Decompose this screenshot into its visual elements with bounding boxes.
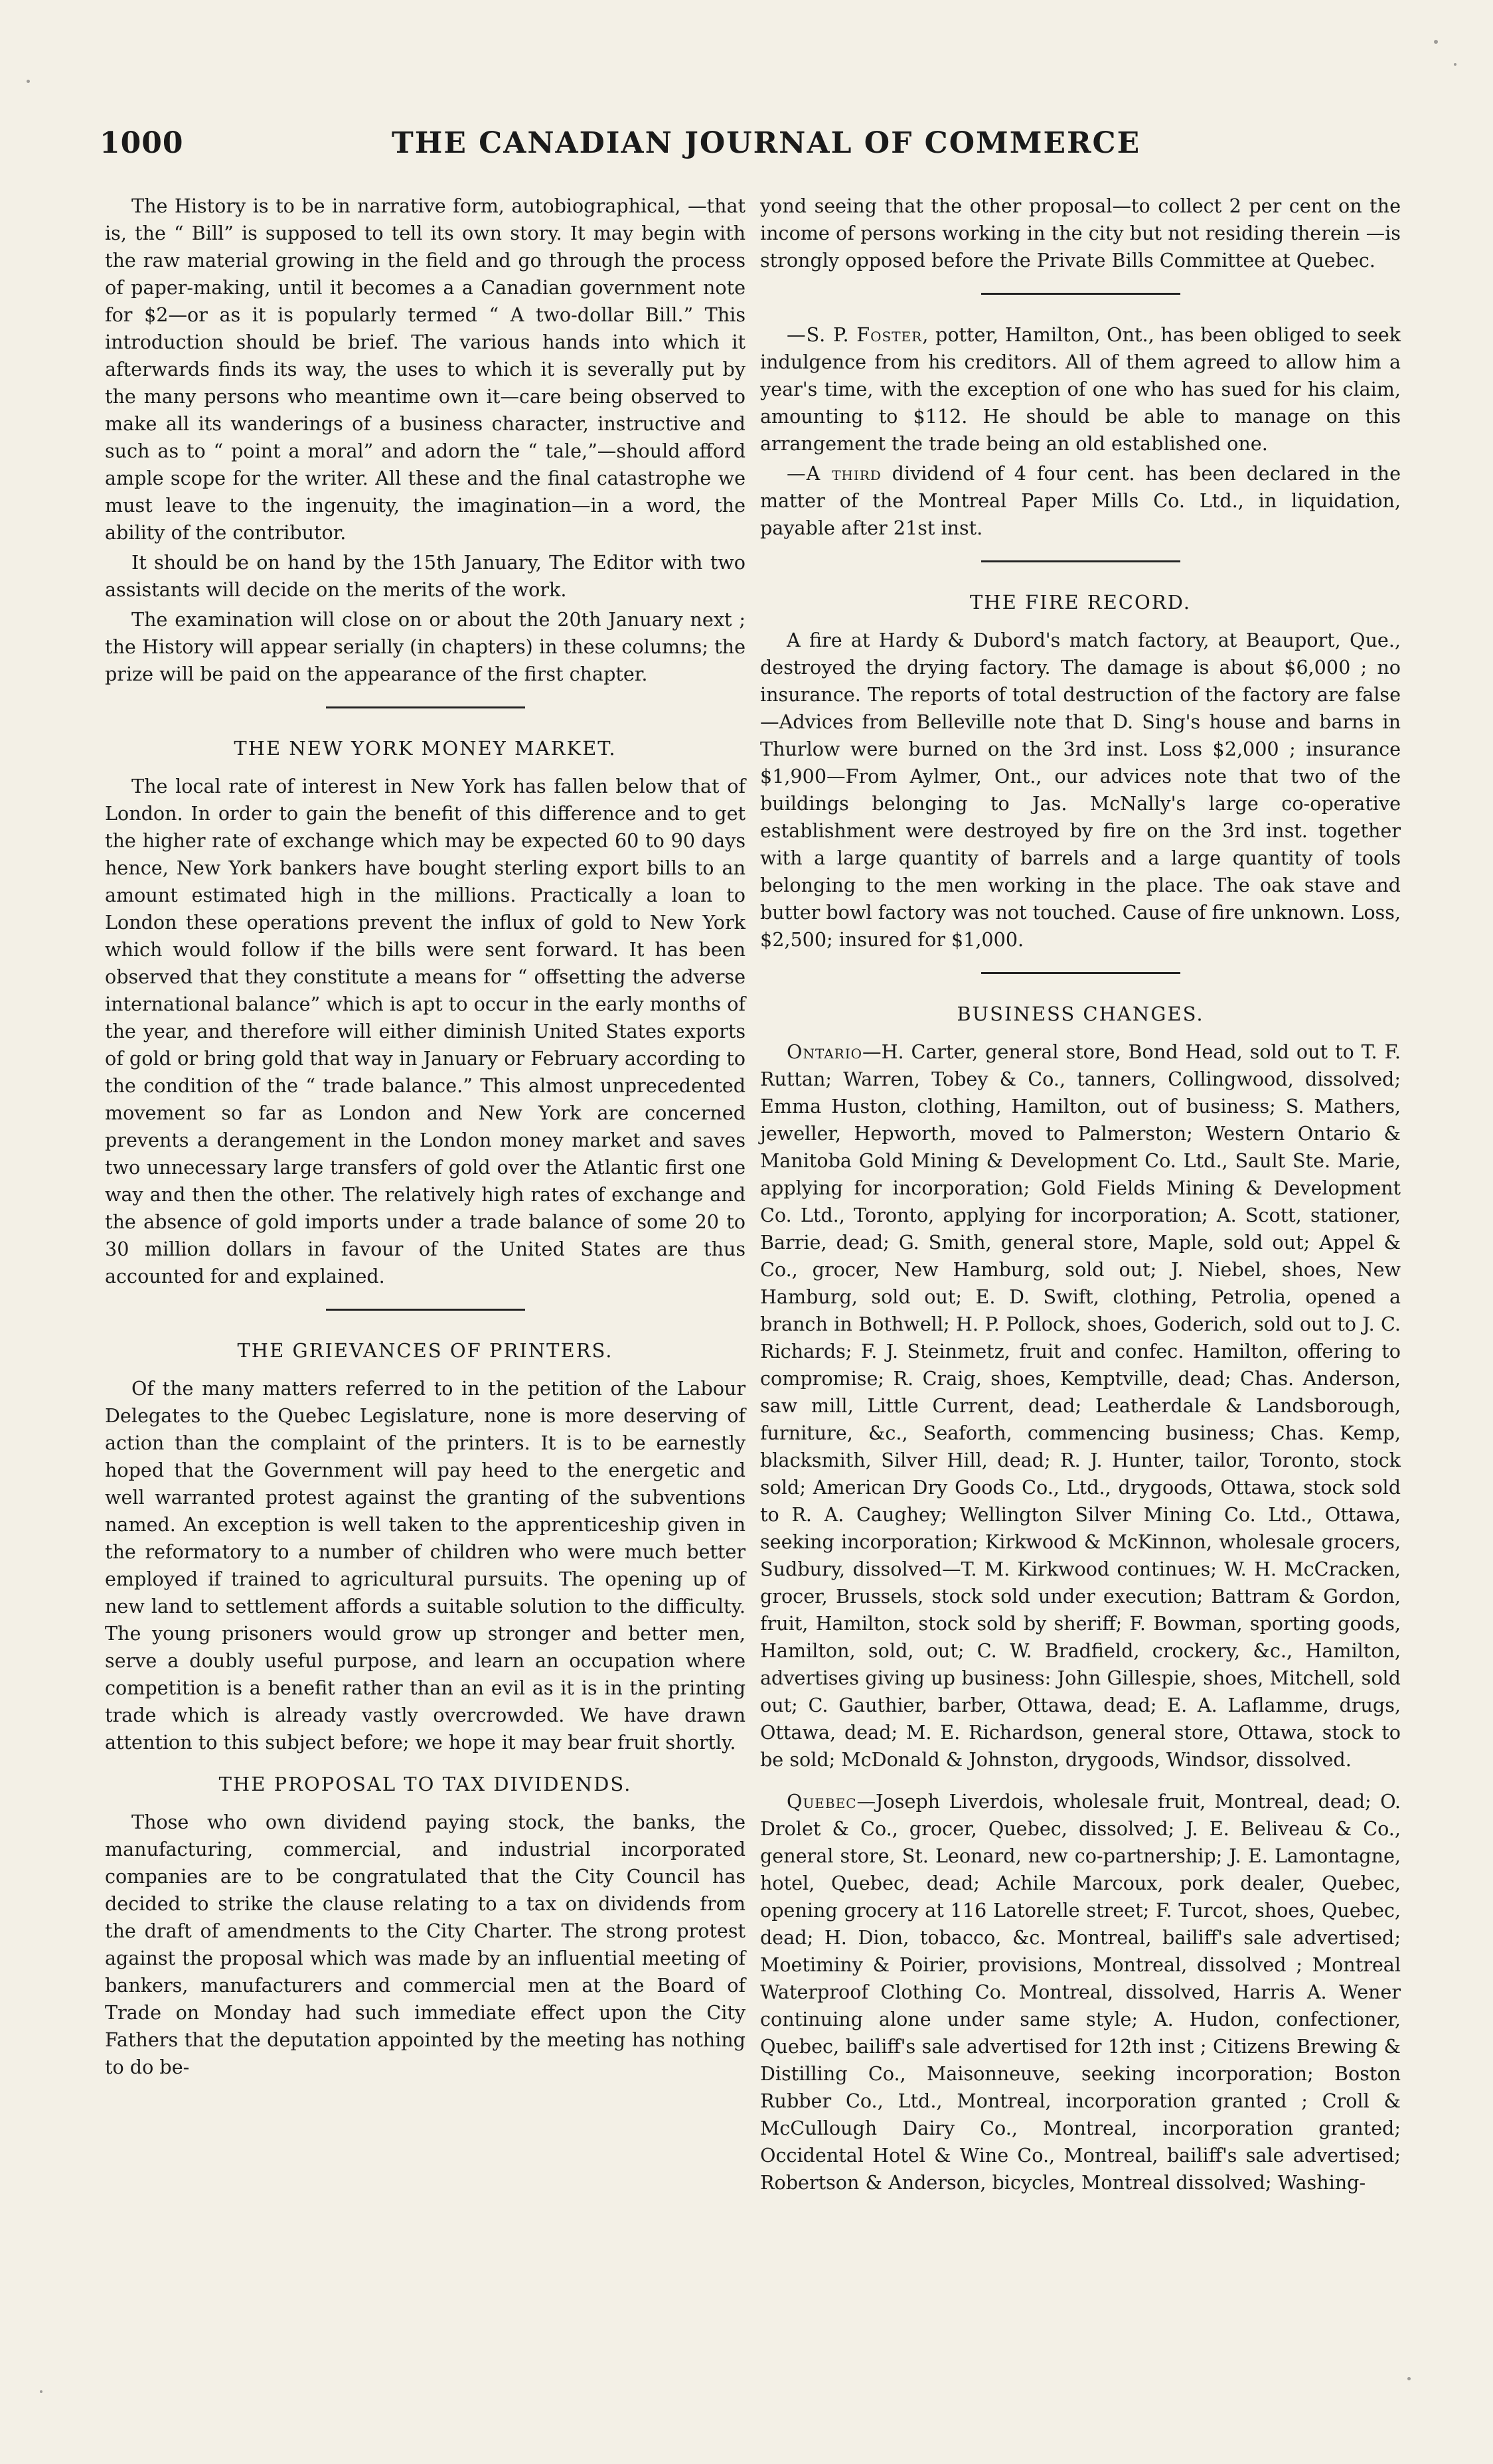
ontario-lead: Ontario <box>787 1040 862 1063</box>
dividends-continued: yond seeing that the other proposal—to collect 2 per cent on the income of persons working in the city but not residing therein —is strongly opposed before the Private Bills Committee at Quebec. <box>760 195 1401 272</box>
section-divider <box>981 972 1180 974</box>
notice-dividend-lead: —A third <box>787 462 882 485</box>
money-market-body: The local rate of interest in New York has fallen below that of London. In order to gain the benefit of this difference and to get the higher rate of exchange which may be expected 60 to 90 days hence, New York bankers have bought sterling export bills to an amount estimated high in the millions. Practically a loan to London these operations prevent the influx of gold to New York which would follow if the bills were sent forward. It has been observed that they constitute a means for “ offsetting the adverse international balance” which is apt to occur in the early months of the year, and therefore will either diminish United States exports of gold or bring gold that way in January or February according to the condition of the “ trade balance.” This almost unprecedented movement so far as London and New York are concerned prevents a derangement in the London money market and saves two unnecessary large transfers of gold over the Atlantic first one way and then the other. The relatively high rates of exchange and the absence of gold imports under a trade balance of some 20 to 30 million dollars in favour of the United States are thus accounted for and explained. <box>105 775 746 1287</box>
intro-paragraph-1: The History is to be in narrative form, autobiographical, —that is, the “ Bill” is supposed to tell its own story. It may begin with the raw material growing in the field and go through the process of paper-making, until it becomes a a Canadian government note for $2—or as it is popularly termed “ A two-dollar Bill.” This introduction should be brief. The various hands into which it afterwards finds its way, the uses to which it is severally put by the many persons who meantime own it—care being observed to make all its wanderings of a business character, instructive and such as to “ point a moral” and adorn the “ tale,”—should afford ample scope for the writer. All these and the final catastrophe we must leave to the ingenuity, the imagination—in a word, the ability of the contributor. <box>105 195 746 544</box>
ontario-text: —H. Carter, general store, Bond Head, sold out to T. F. Ruttan; Warren, Tobey & Co., tanners, Collingwood, dissolved; Emma Huston, clothing, Hamilton, out of business; S. Mathers, jeweller, Hepworth, moved to Palmerston; Western Ontario & Manitoba Gold Mining & Development Co. Ltd., Sault Ste. Marie, applying for incorporation; Gold Fields Mining & Development Co. Ltd., Toronto, applying for incorporation; A. Scott, stationer, Barrie, dead; G. Smith, general store, Maple, sold out; Appel & Co., grocer, New Hamburg, sold out; J. Niebel, shoes, New Hamburg, sold out; E. D. Swift, clothing, Petrolia, opened a branch in Bothwell; H. P. Pollock, shoes, Goderich, sold out to J. C. Richards; F. J. Steinmetz, fruit and confec. Hamilton, offering to compromise; R. Craig, shoes, Kemptville, dead; Chas. Anderson, saw mill, Little Current, dead; Leatherdale & Landsborough, furniture, &c., Seaforth, commencing business; Chas. Kemp, blacksmith, Silver Hill, dead; R. J. Hunter, tailor, Toronto, stock sold; American Dry Goods Co., Ltd., drygoods, Ottawa, stock sold to R. A. Caughey; Wellington Silver Mining Co. Ltd., Ottawa, seeking incorporation; Kirkwood & McKinnon, wholesale grocers, Sudbury, dissolved—T. M. Kirkwood continues; W. H. McCracken, grocer, Brussels, stock sold under execution; Battram & Gordon, fruit, Hamilton, stock sold by sheriff; F. Bowman, sporting goods, Hamilton, sold, out; C. W. Bradfield, crockery, &c., Hamilton, advertises giving up business: John Gillespie, shoes, Mitchell, sold out; C. Gauthier, barber, Ottawa, dead; E. A. Laflamme, drugs, Ottawa, dead; M. E. Richardson, general store, Ottawa, stock to be sold; McDonald & Johnston, drygoods, Windsor, dissolved. <box>760 1040 1401 1771</box>
intro-paragraph-2: It should be on hand by the 15th January, The Editor with two assistants will decide on the merits of the work. <box>105 551 746 601</box>
section-divider <box>326 1309 525 1311</box>
business-changes-title: BUSINESS CHANGES. <box>957 1003 1204 1025</box>
section-divider <box>981 293 1180 295</box>
intro-paragraph-3: The examination will close on or about the 20th January next ; the History will appear serially (in chapters) in these columns; the prize will be paid on the appearance of the first chapter. <box>105 608 746 685</box>
fire-record-body: A fire at Hardy & Dubord's match factory, at Beauport, Que., destroyed the drying factory. The damage is about $6,000 ; no insurance. The reports of total destruction of the factory are false—Advices from Belleville note that D. Sing's house and barns in Thurlow were burned on the 3rd inst. Loss $2,000 ; insurance $1,900—From Aylmer, Ont., our advices note that two of the buildings belonging to Jas. McNally's large co-operative establishment were destroyed by fire on the 3rd inst. together with a large quantity of barrels and a large quantity of tools belonging to the men working in the place. The oak stave and butter bowl factory was not touched. Cause of fire unknown. Loss, $2,500; insured for $1,000. <box>760 629 1401 951</box>
print-speck <box>1454 63 1456 66</box>
section-divider <box>981 560 1180 562</box>
right-column <box>760 193 1401 2196</box>
money-market-title: THE NEW YORK MONEY MARKET. <box>234 737 617 760</box>
fire-record-title: THE FIRE RECORD. <box>969 591 1192 614</box>
notice-foster-text: potter, Hamilton, Ont., has been obliged to seek indulgence from his creditors. All of them agreed to allow him a year's time, with the exception of one who has sued for his claim, amounting to $112. He should be able to manage on this arrangement the trade being an old established one. <box>760 323 1401 455</box>
notice-foster-lead: —S. P. Foster, <box>787 323 929 346</box>
page-number: 1000 <box>100 126 184 160</box>
business-changes-quebec <box>760 1788 1401 2196</box>
dividends-title: THE PROPOSAL TO TAX DIVIDENDS. <box>218 1773 632 1795</box>
print-speck <box>1407 2377 1411 2380</box>
printers-title: THE GRIEVANCES OF PRINTERS. <box>237 1339 613 1362</box>
print-speck <box>40 2390 42 2393</box>
left-column <box>105 193 746 2081</box>
page-header <box>100 120 1401 179</box>
notice-foster <box>760 321 1401 457</box>
journal-title: THE CANADIAN JOURNAL OF COMMERCE <box>392 126 1141 160</box>
quebec-text: —Joseph Liverdois, wholesale fruit, Montreal, dead; O. Drolet & Co., grocer, Quebec, dissolved; J. E. Beliveau & Co., general store, St. Leonard, new co-partnership; J. E. Lamontagne, hotel, Quebec, dead; Achile Marcoux, pork dealer, Quebec, opening grocery at 116 Latorelle street; F. Turcot, shoes, Quebec, dead; H. Dion, tobacco, &c. Montreal, bailiff's sale advertised; Moetiminy & Poirier, provisions, Montreal, dissolved ; Montreal Waterproof Clothing Co. Montreal, dissolved, Harris A. Wener continuing alone under same style; A. Hudon, confectioner, Quebec, bailiff's sale advertised for 12th inst ; Citizens Brewing & Distilling Co., Maisonneuve, seeking incorporation; Boston Rubber Co., Ltd., Montreal, incorporation granted ; Croll & McCullough Dairy Co., Montreal, incorporation granted; Occidental Hotel & Wine Co., Montreal, bailiff's sale advertised; Robertson & Anderson, bicycles, Montreal dissolved; Washing- <box>760 1790 1401 2194</box>
business-changes-ontario <box>760 1038 1401 1773</box>
section-divider <box>326 706 525 708</box>
notice-dividend <box>760 460 1401 542</box>
quebec-lead: Quebec <box>787 1790 857 1813</box>
dividends-body: Those who own dividend paying stock, the banks, the manufacturing, commercial, and industrial incorporated companies are to be congratulated that the City Council has decided to strike the clause relating to a tax on dividends from the draft of amendments to the City Charter. The strong protest against the proposal which was made by an influential meeting of bankers, manufacturers and commercial men at the Board of Trade on Monday had such immediate effect upon the City Fathers that the deputation appointed by the meeting has nothing to do be- <box>105 1811 746 2078</box>
notice-dividend-text: dividend of 4 four cent. has been declared in the matter of the Montreal Paper Mills Co. Ltd., in liquidation, payable after 21st inst. <box>760 462 1401 539</box>
print-speck <box>1434 40 1438 44</box>
print-speck <box>27 80 30 83</box>
printers-body: Of the many matters referred to in the petition of the Labour Delegates to the Quebec Legislature, none is more deserving of action than the complaint of the printers. It is to be earnestly hoped that the Government will pay heed to the energetic and well warranted protest against the granting of the subventions named. An exception is well taken to the apprenticeship given in the reformatory to a number of children who were much better employed if trained to agricultural pursuits. The opening up of new land to settlement affords a suitable solution to the difficulty. The young prisoners would grow up stronger and better men, serve a doubly useful purpose, and learn an occupation where competition is a benefit rather than an evil as it is in the printing trade which is already vastly overcrowded. We have drawn attention to this subject before; we hope it may bear fruit shortly. <box>105 1377 746 1754</box>
